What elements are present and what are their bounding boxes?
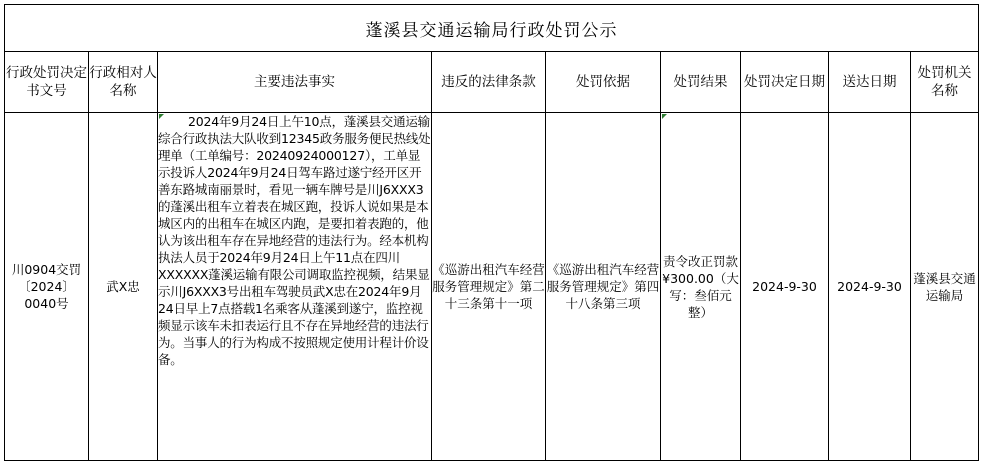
cell-doc-no: 川0904交罚〔2024〕0040号: [5, 113, 89, 461]
cell-authority: 蓬溪县交通运输局: [911, 113, 979, 461]
header-basis: 处罚依据: [546, 52, 661, 113]
cell-result: 责令改正罚款¥300.00（大写：叁佰元整）: [661, 113, 741, 461]
header-authority: 处罚机关名称: [911, 52, 979, 113]
facts-text: 2024年9月24日上午10点，蓬溪县交通运输综合行政执法大队收到12345政务服务便民热线处理单（工单编号：20240924000127），工单显示投诉人2024年9月24日驾车路过遂宁经开区开善东路城南丽景时，看见一辆车牌号是川J6XXX3的蓬溪出租车立着表在城区跑，投诉人说如果是本城区内的出租车在城区内跑，是要扣着表跑的，他认为该出租车存在异地经营的违法行为。经本机构执法人员于2024年9月24日上午11点在四川XXXXXX蓬溪运输有限公司调取监控视频，结果显示川J6XXX3号出租车驾驶员武X忠在2024年9月24日早上7点搭载1名乘客从蓬溪到遂宁，监控视频显示该车未扣表运行且不存在异地经营的违法行为。当事人的行为构成不按照规定使用计程计价设备。: [158, 114, 431, 367]
header-party-name: 行政相对人名称: [89, 52, 158, 113]
cell-delivery-date: 2024-9-30: [829, 113, 911, 461]
header-facts: 主要违法事实: [158, 52, 432, 113]
header-decision-date: 处罚决定日期: [741, 52, 829, 113]
penalty-table: [4, 4, 979, 461]
cell-party-name: 武X忠: [89, 113, 158, 461]
page-title: 蓬溪县交通运输局行政处罚公示: [5, 5, 979, 52]
header-violated-law: 违反的法律条款: [432, 52, 546, 113]
header-result: 处罚结果: [661, 52, 741, 113]
cell-basis: 《巡游出租汽车经营服务管理规定》第四十八条第三项: [546, 113, 661, 461]
header-delivery-date: 送达日期: [829, 52, 911, 113]
cell-violated-law: 《巡游出租汽车经营服务管理规定》第二十三条第十一项: [432, 113, 546, 461]
table-row: [5, 113, 979, 461]
header-doc-no: 行政处罚决定书文号: [5, 52, 89, 113]
cell-facts: [158, 113, 432, 461]
cell-decision-date: 2024-9-30: [741, 113, 829, 461]
header-row: [5, 52, 979, 113]
